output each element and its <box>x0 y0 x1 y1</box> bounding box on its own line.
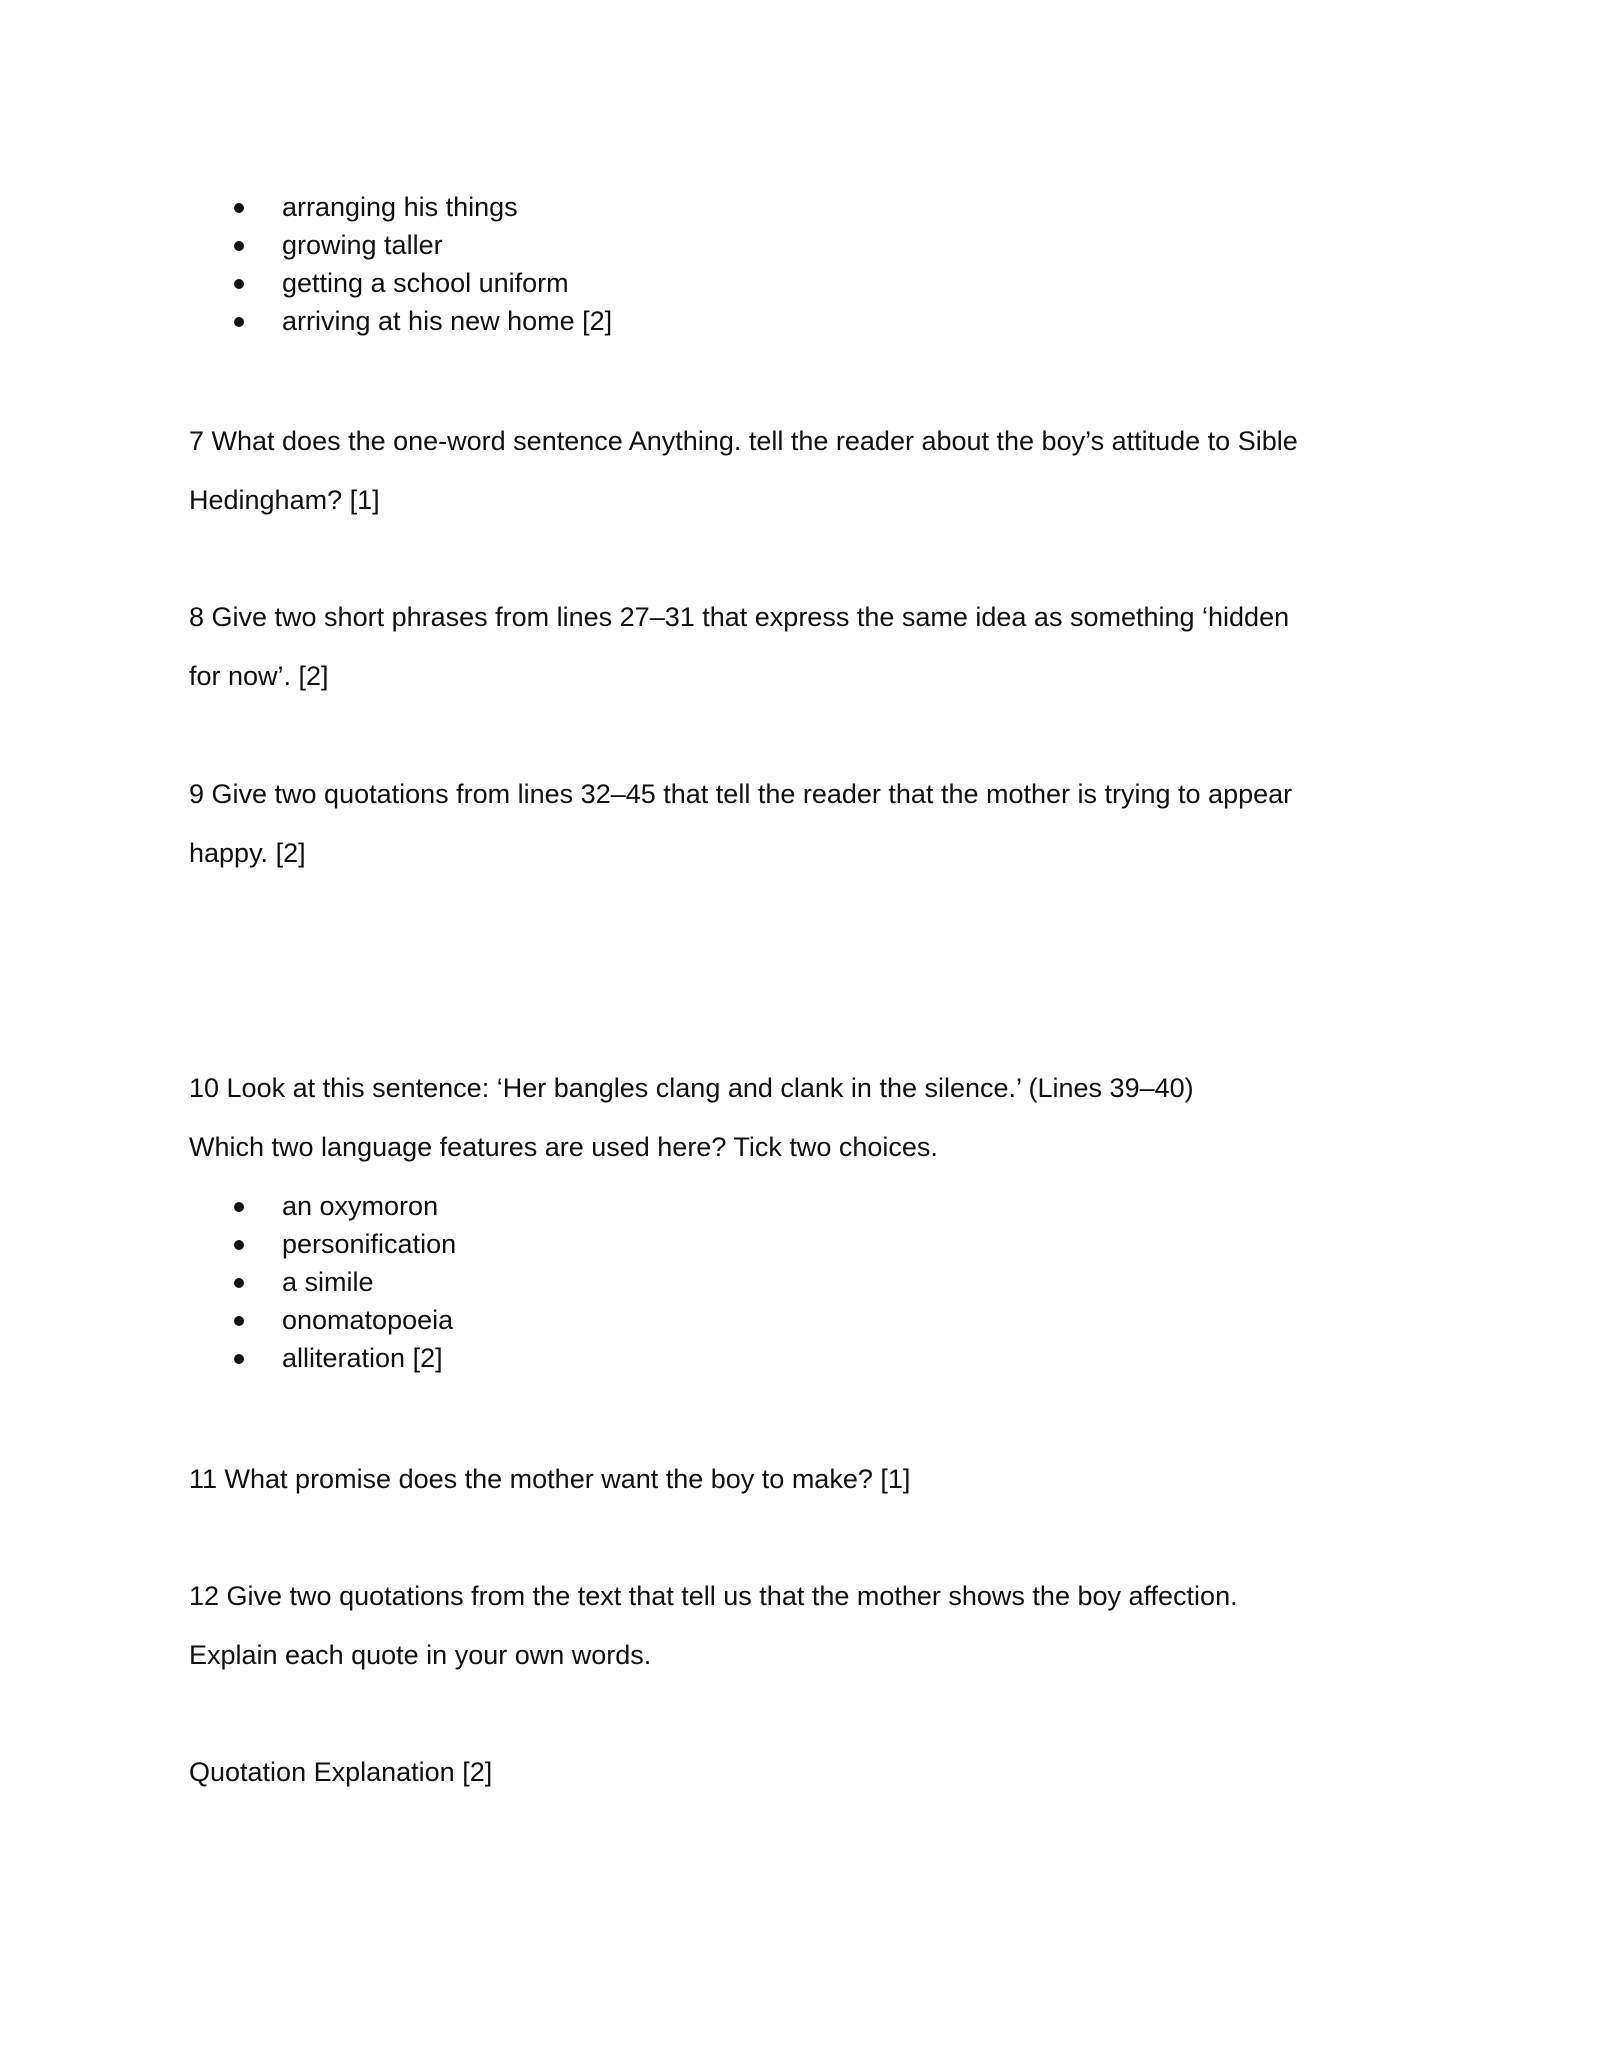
question-9-line-2: happy. [2] <box>189 838 306 868</box>
list-item <box>189 226 1439 264</box>
bullet-icon <box>234 1316 244 1326</box>
list-item-text: arriving at his new home [2] <box>282 306 613 336</box>
bullet-icon <box>234 241 244 251</box>
question-10-line-1: 10 Look at this sentence: ‘Her bangles clang and clank in the silence.’ (Lines 39–40) <box>189 1073 1194 1103</box>
list-item-text: personification <box>282 1229 457 1259</box>
question-12 <box>189 1577 1439 1674</box>
bullet-icon <box>234 317 244 327</box>
q10-options <box>189 1187 1439 1377</box>
list-item-text: growing taller <box>282 230 443 260</box>
question-10 <box>189 1069 1439 1166</box>
question-11-line-1: 11 What promise does the mother want the boy to make? [1] <box>189 1464 911 1494</box>
list-item <box>189 1263 1439 1301</box>
q6-option-list <box>189 188 1439 340</box>
bullet-icon <box>234 279 244 289</box>
q10-option-list <box>189 1187 1439 1377</box>
bullet-icon <box>234 1202 244 1212</box>
question-9-line-1: 9 Give two quotations from lines 32–45 that tell the reader that the mother is trying to appear <box>189 779 1293 809</box>
list-item <box>189 188 1439 226</box>
question-9 <box>189 775 1439 872</box>
question-8-line-1: 8 Give two short phrases from lines 27–31 that express the same idea as something ‘hidden <box>189 602 1290 632</box>
list-item <box>189 302 1439 340</box>
question-10-line-2: Which two language features are used here? Tick two choices. <box>189 1132 938 1162</box>
bullet-icon <box>234 1354 244 1364</box>
list-item <box>189 1187 1439 1225</box>
list-item-text: an oxymoron <box>282 1191 439 1221</box>
question-8 <box>189 598 1439 695</box>
question-12-line-1: 12 Give two quotations from the text that tell us that the mother shows the boy affection. <box>189 1581 1238 1611</box>
list-item-text: arranging his things <box>282 192 518 222</box>
question-7 <box>189 422 1439 519</box>
question-11 <box>189 1460 1439 1498</box>
question-12-line-2: Explain each quote in your own words. <box>189 1640 652 1670</box>
list-item-text: getting a school uniform <box>282 268 569 298</box>
list-item <box>189 264 1439 302</box>
list-item-text: onomatopoeia <box>282 1305 454 1335</box>
quotation-explanation-label: Quotation Explanation [2] <box>189 1757 493 1787</box>
question-7-line-1: 7 What does the one-word sentence Anything. tell the reader about the boy’s attitude to Sible <box>189 426 1298 456</box>
list-item <box>189 1301 1439 1339</box>
q6-options <box>189 188 1439 340</box>
question-7-line-2: Hedingham? [1] <box>189 485 380 515</box>
list-item-text: a simile <box>282 1267 374 1297</box>
question-12-answer-heading <box>189 1753 1439 1791</box>
bullet-icon <box>234 1278 244 1288</box>
list-item-text: alliteration [2] <box>282 1343 443 1373</box>
list-item <box>189 1225 1439 1263</box>
question-8-line-2: for now’. [2] <box>189 661 329 691</box>
bullet-icon <box>234 1240 244 1250</box>
bullet-icon <box>234 203 244 213</box>
list-item <box>189 1339 1439 1377</box>
